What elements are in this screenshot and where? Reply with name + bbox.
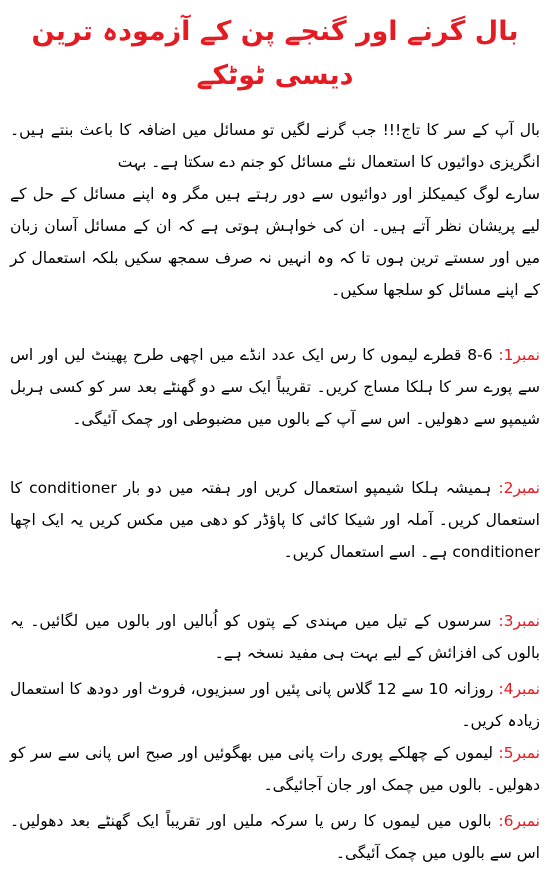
tip-number: نمبر2: bbox=[498, 479, 540, 497]
article-title: بال گرنے اور گنجے پن کے آزمودہ ترین دیسی ٹوٹکے bbox=[31, 16, 519, 91]
tip-number: نمبر5: bbox=[498, 744, 540, 762]
intro-section bbox=[10, 114, 540, 306]
tip-item bbox=[10, 737, 540, 801]
intro-paragraph: بال آپ کے سر کا تاج!!! جب گرنے لگیں تو مسائل میں اضافہ کا باعث بنتے ہیں۔ انگریزی دوائیوں کا استعمال نئے مسائل کو جنم دے سکتا ہے۔ بہت bbox=[10, 121, 540, 171]
tip-text: ہمیشہ ہلکا شیمپو استعمال کریں اور ہفتہ میں دو بار conditioner کا استعمال کریں۔ آملہ اور شیکا کائی کا پاؤڈر کو دھی میں مکس کریں یہ ایک اچھا conditioner ہے۔ اسے استعمال کریں۔ bbox=[10, 479, 540, 561]
tip-item bbox=[10, 339, 540, 435]
tip-number: نمبر4: bbox=[498, 680, 540, 698]
tip-text: سرسوں کے تیل میں مہندی کے پتوں کو اُبالیں اور بالوں میں لگائیں۔ یہ بالوں کی افزائش کے لیے بہت ہی مفید نسخہ ہے۔ bbox=[10, 612, 540, 662]
tip-number: نمبر6: bbox=[498, 812, 540, 830]
intro-paragraph: سارے لوگ کیمیکلز اور دوائیوں سے دور رہتے ہیں مگر وہ اپنے مسائل کے حل کے لیے پریشان نظر آتے ہیں۔ ان کی خواہش ہوتی ہے کہ ان کے مسائل آسان زبان میں اور سستے ترین ہوں تا کہ وہ انہیں نہ صرف سمجھ سکیں بلکہ استعمال کر کے اپنے مسائل کو سلجھا سکیں۔ bbox=[10, 185, 540, 299]
tip-text: لیموں کے چھلکے پوری رات پانی میں بھگوئیں اور صبح اس پانی سے سر کو دھولیں۔ بالوں میں چمک اور جان آجائیگی۔ bbox=[10, 744, 540, 794]
tip-item bbox=[10, 805, 540, 869]
tip-item bbox=[10, 673, 540, 737]
tip-item bbox=[10, 472, 540, 568]
tip-text: روزانہ 10 سے 12 گلاس پانی پئیں اور سبزیوں، فروٹ اور دودھ کا استعمال زیادہ کریں۔ bbox=[10, 680, 540, 730]
tip-text: 6-8 قطرے لیموں کا رس ایک عدد انڈے میں اچھی طرح پھینٹ لیں اور اس سے پورے سر کا ہلکا مساج کریں۔ تقریباً ایک سے دو گھنٹے بعد سر کو کسی ہربل شیمپو سے دھولیں۔ اس سے آپ کے بالوں میں مضبوطی اور چمک آئیگی۔ bbox=[10, 346, 540, 428]
tip-item bbox=[10, 605, 540, 669]
tip-number: نمبر1: bbox=[498, 346, 540, 364]
tip-number: نمبر3: bbox=[498, 612, 540, 630]
tip-text: بالوں میں لیموں کا رس یا سرکہ ملیں اور تقریباً ایک گھنٹے بعد دھولیں۔ اس سے بالوں میں چمک آئیگی۔ bbox=[10, 812, 540, 862]
